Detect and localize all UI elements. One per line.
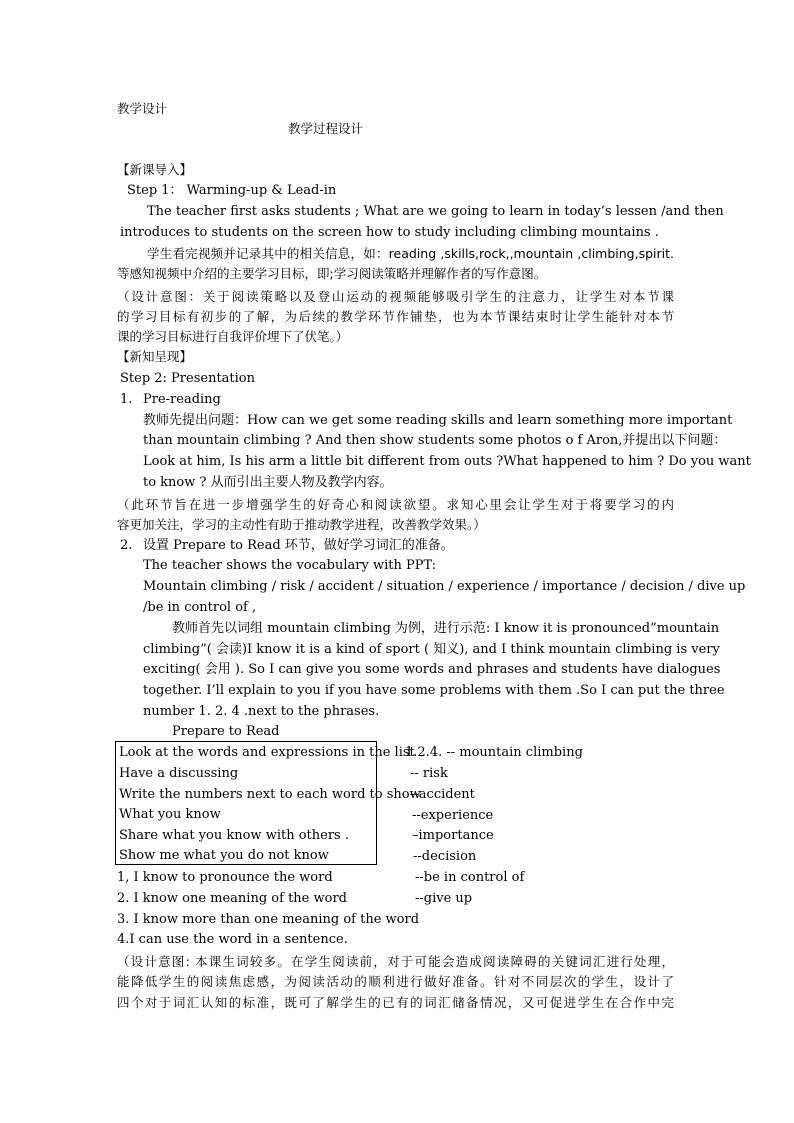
list-item-title: 设置 Prepare to Read 环节，做好学习词汇的准备。 <box>143 538 454 553</box>
instruction-line: Have a discussing <box>119 766 239 781</box>
step-1-label: Step 1： Warming-up & Lead-in <box>127 183 337 198</box>
paragraph-line: /be in control of , <box>143 600 257 615</box>
design-intent-line: （设计意图: 本课生词较多。在学生阅读前，对于可能会造成阅读障碍的关键词汇进行处理， <box>117 954 674 969</box>
paragraph-line: to know ? 从而引出主要人物及教学内容。 <box>143 475 393 490</box>
list-number: 1. <box>120 392 133 407</box>
document-title: 教学过程设计 <box>288 121 364 136</box>
level-item: 2. I know one meaning of the word <box>117 891 347 906</box>
step-2-label: Step 2: Presentation <box>120 371 256 386</box>
vocab-item: --give up <box>415 891 473 906</box>
paragraph-line: 等感知视频中介绍的主要学习目标，即;学习阅读策略并理解作者的写作意图。 <box>117 266 547 281</box>
instruction-line: Look at the words and expressions in the list <box>119 745 415 760</box>
design-intent-line: 的学习目标有初步的了解，为后续的教学环节作铺垫，也为本节课结束时让学生能针对本节 <box>117 309 674 324</box>
design-intent-line: 能降低学生的阅读焦虑感，为阅读活动的顺利进行做好准备。针对不同层次的学生，设计了 <box>117 974 674 989</box>
design-intent-line: （此环节旨在进一步增强学生的好奇心和阅读欲望。求知心里会让学生对于将要学习的内 <box>117 497 674 512</box>
vocab-item: –importance <box>412 828 494 843</box>
instruction-line: Write the numbers next to each word to show <box>119 787 421 802</box>
paragraph-line: number 1. 2. 4 .next to the phrases. <box>143 704 380 719</box>
vocab-item: --decision <box>413 849 477 864</box>
instruction-line: Show me what you do not know <box>119 848 329 863</box>
level-item: 1, I know to pronounce the word <box>117 870 333 885</box>
paragraph-line: climbing”( 会读)I know it is a kind of sport ( 知义), and I think mountain climbing is very <box>143 642 720 657</box>
design-intent-line: （设计意图：关于阅读策略以及登山运动的视频能够吸引学生的注意力，让学生对本节课 <box>117 289 674 304</box>
list-item-title: Pre-reading <box>143 392 221 407</box>
paragraph-line: together. I’ll explain to you if you have some problems with them .So I can put the three <box>143 683 725 698</box>
instruction-line: Share what you know with others . <box>119 828 349 843</box>
document-header: 教学设计 <box>117 101 168 116</box>
paragraph-line: 学生看完视频并记录其中的相关信息，如：reading ,skills,rock,,mountain ,climbing,spirit. <box>147 246 674 261</box>
design-intent-line: 课的学习目标进行自我评价埋下了伏笔。） <box>117 329 349 344</box>
level-item: 4.I can use the word in a sentence. <box>117 932 348 947</box>
paragraph-line: exciting( 会用 ). So I can give you some words and phrases and students have dialogues <box>143 662 721 677</box>
paragraph-line: Look at him, Is his arm a little bit different from outs ?What happened to him ? Do you want <box>143 454 751 469</box>
vocab-item: 1.2.4. -- mountain climbing <box>405 745 583 760</box>
paragraph-line: The teacher first asks students ; What are we going to learn in today’s lessen /and then <box>147 204 724 219</box>
design-intent-line: 容更加关注，学习的主动性有助于推动教学进程，改善教学效果。） <box>117 517 486 532</box>
list-number: 2. <box>120 538 133 553</box>
instruction-line: What you know <box>119 807 221 822</box>
vocab-item: --accident <box>410 787 475 802</box>
vocab-item: --experience <box>412 808 494 823</box>
prepare-to-read-heading: Prepare to Read <box>172 724 280 739</box>
paragraph-line: than mountain climbing ? And then show students some photos o f Aron,并提出以下问题： <box>143 433 727 448</box>
level-item: 3. I know more than one meaning of the word <box>117 912 420 927</box>
section-heading-intro: 【新课导入】 <box>117 162 193 177</box>
paragraph-line: Mountain climbing / risk / accident / situation / experience / importance / decision / dive up <box>143 579 746 594</box>
paragraph-line: 教师首先以词组 mountain climbing 为例，进行示范: I know it is pronounced”mountain <box>172 621 720 636</box>
instructions-box <box>115 741 421 865</box>
paragraph-line: 教师先提出问题：How can we get some reading skills and learn something more important <box>143 413 733 428</box>
vocab-item: -- risk <box>410 766 448 781</box>
paragraph-line: introduces to students on the screen how to study including climbing mountains . <box>120 225 659 240</box>
paragraph-line: The teacher shows the vocabulary with PPT: <box>143 558 437 573</box>
vocab-item: --be in control of <box>415 870 525 885</box>
design-intent-line: 四个对于词汇认知的标准，既可了解学生的已有的词汇储备情况，又可促进学生在合作中完 <box>117 995 674 1010</box>
section-heading-presentation: 【新知呈现】 <box>117 349 193 364</box>
